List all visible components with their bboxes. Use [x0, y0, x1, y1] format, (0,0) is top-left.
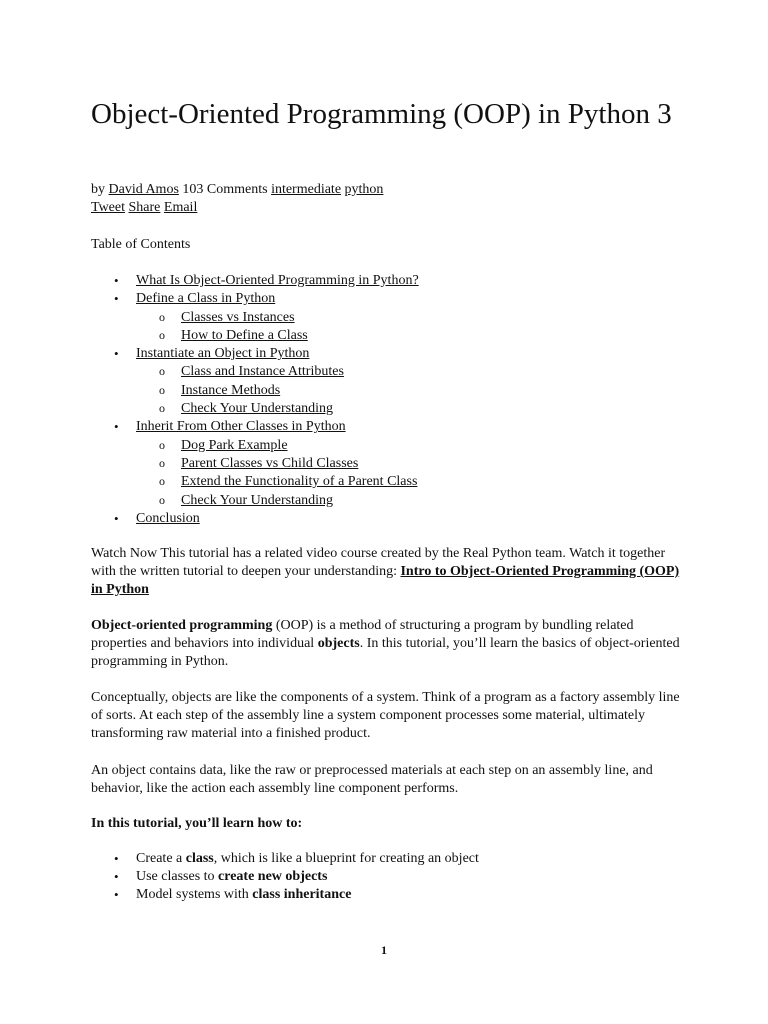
toc-sublist	[136, 363, 691, 418]
tweet-link[interactable]: Tweet	[91, 200, 126, 215]
learn-post: , which is like a blueprint for creating an object	[213, 851, 479, 866]
byline-by: by	[91, 182, 109, 197]
toc-sublink[interactable]: Classes vs Instances	[181, 309, 295, 325]
intro-paragraph	[91, 617, 683, 671]
toc-sublink[interactable]: Extend the Functionality of a Parent Class	[181, 474, 418, 490]
learn-bold: class	[185, 851, 214, 866]
learn-pre: Create a	[136, 851, 186, 866]
toc-subitem	[136, 492, 691, 510]
learn-pre: Use classes to	[136, 869, 219, 884]
object-paragraph: An object contains data, like the raw or preprocessed materials at each step on an assembly line, and behavior, like the action each assembly line component performs.	[91, 763, 653, 796]
toc-sublist	[136, 437, 691, 510]
toc-item	[91, 418, 691, 509]
toc-subitem	[136, 363, 691, 381]
page-number: 1	[381, 943, 387, 957]
list-item	[91, 868, 691, 886]
intro-text-1: (OOP) is a method of structuring a program by bundling related properties and behaviors into individual	[91, 618, 634, 651]
toc-link[interactable]: Inherit From Other Classes in Python	[136, 419, 346, 435]
learn-bold: create new objects	[218, 869, 328, 884]
list-item	[91, 850, 691, 868]
toc-link[interactable]: Define a Class in Python	[136, 291, 276, 307]
watch-paragraph	[91, 545, 683, 599]
toc-title: Table of Contents	[91, 237, 191, 252]
toc-link[interactable]: What Is Object-Oriented Programming in Python?	[136, 273, 419, 288]
toc-link[interactable]: Conclusion	[136, 510, 200, 526]
toc-subitem	[136, 473, 691, 491]
comments-count: 103 Comments	[178, 182, 272, 197]
author-link[interactable]: David Amos	[108, 182, 179, 197]
learn-pre: Model systems with	[136, 887, 253, 902]
video-course-link[interactable]: Intro to Object-Oriented Programming (OOP) in Python	[91, 564, 680, 597]
toc-sublink[interactable]: Check Your Understanding	[181, 401, 334, 417]
table-of-contents	[91, 272, 691, 528]
toc-item	[91, 272, 691, 290]
toc-sublink[interactable]: Check Your Understanding	[181, 492, 334, 508]
intro-text-2: . In this tutorial, you’ll learn the basics of object-oriented programming in Python.	[91, 636, 680, 669]
oop-term: Object-oriented programming	[91, 618, 273, 633]
email-link[interactable]: Email	[163, 200, 198, 215]
learn-heading: In this tutorial, you’ll learn how to:	[91, 816, 303, 831]
toc-subitem	[136, 382, 691, 400]
toc-sublink[interactable]: How to Define a Class	[181, 327, 308, 343]
toc-item	[91, 290, 691, 345]
learn-list	[91, 850, 691, 904]
concept-paragraph: Conceptually, objects are like the components of a system. Think of a program as a factory assembly line of sorts. At each step of the assembly line a system component processes some material, ultimately transforming raw material into a finished product.	[91, 690, 680, 741]
toc-link[interactable]: Instantiate an Object in Python	[136, 346, 310, 362]
page-title: Object-Oriented Programming (OOP) in Python 3	[91, 98, 672, 130]
toc-subitem	[136, 327, 691, 345]
toc-sublink[interactable]: Class and Instance Attributes	[181, 364, 344, 380]
tag-intermediate-link[interactable]: intermediate	[271, 182, 342, 197]
toc-sublink[interactable]: Dog Park Example	[181, 437, 288, 453]
learn-bold: class inheritance	[252, 887, 352, 902]
tag-python-link[interactable]: python	[344, 182, 384, 197]
toc-sublink[interactable]: Parent Classes vs Child Classes	[181, 455, 359, 471]
share-link[interactable]: Share	[128, 200, 161, 215]
list-item	[91, 886, 691, 904]
toc-sublist	[136, 309, 691, 346]
toc-item	[91, 510, 691, 528]
toc-subitem	[136, 437, 691, 455]
toc-subitem	[136, 400, 691, 418]
byline	[91, 181, 691, 217]
toc-sublink[interactable]: Instance Methods	[181, 382, 281, 398]
objects-term: objects	[317, 636, 360, 651]
toc-subitem	[136, 309, 691, 327]
toc-subitem	[136, 455, 691, 473]
toc-item	[91, 345, 691, 418]
watch-text: Watch Now This tutorial has a related video course created by the Real Python team. Watch it together with the written tutorial to deepen your understanding:	[91, 546, 666, 579]
